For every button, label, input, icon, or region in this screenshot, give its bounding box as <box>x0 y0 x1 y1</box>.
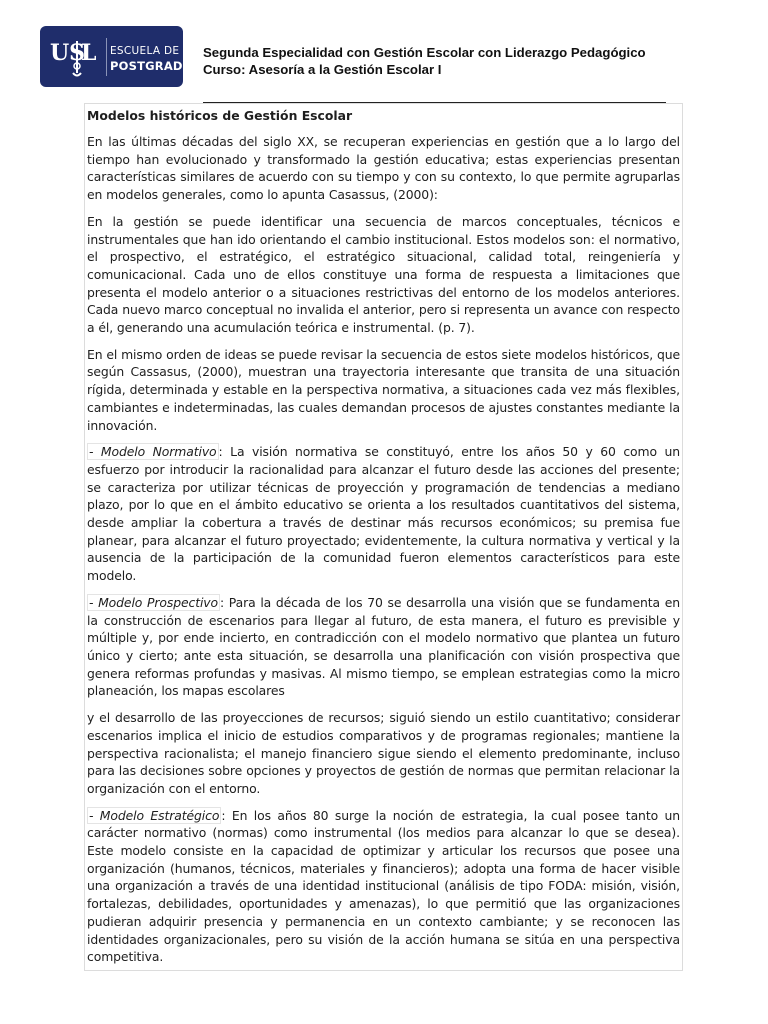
model-normativo-text: : La visión normativa se constituyó, entre los años 50 y 60 como un esfuerzo por introducir la racionalidad para alcanzar el futuro desde las acciones del presente; se caracteriza por utilizar técnicas de proyección y programación de tendencias a mediano plazo, por lo que en el ámbito educativo se orienta a los resultados cuantitativos del sistema, desde ampliar la cobertura a través de destinar más recursos económicos; su premisa fue planear, para alcanzar el futuro proyectado; evidentemente, la cultura normativa y vertical y la ausencia de la participación de la comunidad fueron elementos característicos para este modelo. <box>87 444 681 584</box>
paragraph-prospectivo-continued: y el desarrollo de las proyecciones de recursos; siguió siendo un estilo cuantitativo; considerar escenarios implica el inicio de estudios comparativos y de programas regionales; mantiene la perspectiva racionalista; el manejo financiero sigue siendo el elemento predominante, incluso para las decisiones sobre opciones y proyectos de gestión de normas que permitan relacionar la organización con el entorno. <box>87 710 680 796</box>
paragraph-prospectivo <box>87 594 680 700</box>
paragraph-normativo <box>87 443 680 585</box>
logo-text-escuela: ESCUELA DE <box>110 45 180 57</box>
paragraph-quote: En la gestión se puede identificar una secuencia de marcos conceptuales, técnicos e instrumentales que han ido orientando el cambio institucional. Estos modelos son: el normativo, el prospectivo, el estratégico, el estratégico situacional, calidad total, reingeniería y comunicacional. Cada uno de ellos constituye una forma de respuesta a limitaciones que presenta el modelo anterior o a situaciones restrictivas del entorno de los modelos anteriores. Cada nuevo marco conceptual no invalida el anterior, pero si representa un avance con respecto a él, generando una acumulación teórica e instrumental. (p. 7). <box>87 213 680 336</box>
model-prospectivo-label: - Modelo Prospectivo <box>89 594 219 610</box>
paragraph-estrategico <box>87 807 680 966</box>
model-prospectivo-text: : Para la década de los 70 se desarrolla una visión que se fundamenta en la construcción de escenarios para llegar al futuro, de esta manera, el futuro es previsible y múltiple y, por ende incierto, en contradicción con el modelo normativo que plantea un futuro único y cierto; ante esta situación, se desarrolla una planificación con visión prospectiva que genera reformas profundas y masivas. Al mismo tiempo, se emplean estrategias como la micro planeación, los mapas escolares <box>87 594 680 699</box>
usil-logo <box>40 26 193 87</box>
paragraph-sequence: En el mismo orden de ideas se puede revisar la secuencia de estos siete modelos históricos, que según Cassasus, (2000), muestran una trayectoria interesante que transita de una situación rígida, determinada y estable en la perspectiva normativa, a situaciones cada vez más flexibles, cambiantes e indeterminadas, las cuales demandan procesos de ajustes constantes mediante la innovación. <box>87 346 680 433</box>
paragraph-intro: En las últimas décadas del siglo XX, se recuperan experiencias en gestión que a lo largo del tiempo han evolucionado y transformado la gestión educativa; estas experiencias presentan características similares de acuerdo con su tiempo y con su contexto, lo que permite agruparlas en modelos generales, como lo apunta Casassus, (2000): <box>87 134 680 203</box>
svg-text:L: L <box>81 40 97 66</box>
section-heading: Modelos históricos de Gestión Escolar <box>87 108 353 123</box>
svg-text:US: US <box>50 40 86 66</box>
logo-divider <box>106 38 107 76</box>
logo-text-postgrado: POSTGRADO <box>110 59 193 73</box>
model-estrategico-text: : En los años 80 surge la noción de estrategia, la cual posee tanto un carácter normativo (normas) como instrumental (los medios para alcanzar lo que se desea). Este modelo consiste en la capacidad de optimizar y articular los recursos que posee una organización (humanos, técnicos, materiales y financieros); adopta una forma de hacer visible una organización a través de una identidad institucional (análisis de tipo FODA: misión, visión, fortalezas, debilidades, oportunidades y amenazas), lo que permitió que las organizaciones pudieran adquirir presencia y permanencia en un contexto cambiante; y se reconocen las identidades organizacionales, pero su visión de la acción humana se sitúa en una perspectiva competitiva. <box>87 807 680 965</box>
usil-monogram-icon <box>47 33 101 79</box>
model-normativo-label: - Modelo Normativo <box>89 444 217 460</box>
page-header <box>0 0 768 105</box>
model-estrategico-label: - Modelo Estratégico <box>89 807 220 823</box>
course-title: Segunda Especialidad con Gestión Escolar con Liderazgo Pedagógico Curso: Asesoría a la Gestión Escolar I <box>203 45 646 77</box>
document-body <box>84 103 683 971</box>
